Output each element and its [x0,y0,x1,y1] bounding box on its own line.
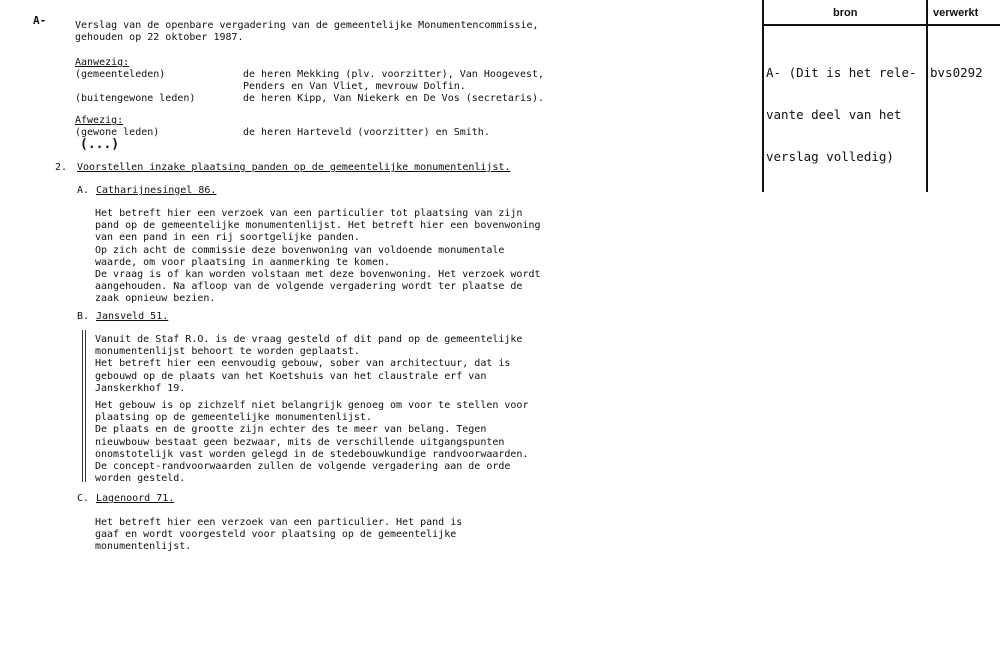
item-a-text [95,208,541,306]
afwezig-heading: Afwezig: [75,115,124,126]
item-a-line: van een pand in een rij soortgelijke panden. [95,232,360,244]
item-b-line: monumentenlijst behoort te worden geplaatst. [95,346,360,358]
item-a-line: pand op de gemeentelijke monumentenlijst. Het betreft hier een bovenwoning [95,220,541,232]
aanwezig-value-1: de heren Mekking (plv. voorzitter), Van Hoogevest, [243,69,545,80]
source-note [766,38,917,178]
item-a-line: zaak opnieuw bezien. [95,293,216,305]
item-a-line: waarde, om voor plaatsing in aanmerking te komen. [95,256,391,268]
item-a-letter: A. [77,185,90,196]
sidebar-left-rule [762,0,764,192]
margin-double-line-left [82,330,83,482]
aanwezig-label-3: (buitengewone leden) [75,93,196,104]
sidebar-header-rule [762,24,1000,26]
item-b-text-2 [95,400,528,485]
intro-line-2: gehouden op 22 oktober 1987. [75,32,244,43]
item-a-line: De vraag is of kan worden volstaan met deze bovenwoning. Het verzoek wordt [95,269,541,281]
item-b-line: Het betreft hier een eenvoudig gebouw, sober van architectuur, dat is [95,358,511,370]
section-title: Voorstellen inzake plaatsing panden op de gemeentelijke monumentenlijst. [77,162,511,173]
item-b-line: Janskerkhof 19. [95,382,186,394]
item-c-text [95,517,462,554]
afwezig-label-1: (gewone leden) [75,127,160,138]
afwezig-value-1: de heren Harteveld (voorzitter) en Smith. [243,127,490,138]
column-header-verwerkt: verwerkt [933,7,979,19]
item-b-text-1 [95,334,522,395]
source-note-line: A- (Dit is het rele- [766,65,917,80]
source-note-line: verslag volledig) [766,149,894,164]
item-b-line: Vanuit de Staf R.O. is de vraag gesteld of dit pand op de gemeentelijke [95,334,523,345]
intro-line-1: Verslag van de openbare vergadering van de gemeentelijke Monumentencommissie, [75,20,539,31]
processed-code: bvs0292 [930,65,983,80]
item-b-line: Het gebouw is op zichzelf niet belangrijk genoeg om voor te stellen voor [95,400,529,411]
section-number: 2. [55,162,68,173]
item-b-title: Jansveld 51. [96,311,169,322]
item-a-line: Op zich acht de commissie deze bovenwoning van voldoende monumentale [95,244,505,256]
aanwezig-value-2: Penders en Van Vliet, mevrouw Dolfin. [243,81,466,92]
item-a-line: aangehouden. Na afloop van de volgende vergadering wordt ter plaatse de [95,281,523,293]
sidebar-middle-rule [926,0,928,192]
item-b-line: nieuwbouw bestaat geen bezwaar, mits de verschillende uitgangspunten [95,436,505,448]
aanwezig-heading: Aanwezig: [75,57,130,68]
column-header-bron: bron [833,7,858,19]
item-c-line: gaaf en wordt voorgesteld voor plaatsing op de gemeentelijke [95,529,457,541]
source-note-line: vante deel van het [766,107,902,122]
item-c-line: monumentenlijst. [95,541,192,553]
item-c-letter: C. [77,493,90,504]
margin-label: A- [33,14,47,27]
aanwezig-label-1: (gemeenteleden) [75,69,166,80]
aanwezig-value-3: de heren Kipp, Van Niekerk en De Vos (secretaris). [243,93,545,104]
item-b-line: De concept-randvoorwaarden zullen de volgende vergadering aan de orde [95,461,511,473]
item-b-line: worden gesteld. [95,473,186,485]
item-c-line: Het betreft hier een verzoek van een particulier. Het pand is [95,517,463,528]
item-b-line: gebouwd op de plaats van het Koetshuis van het claustrale erf van [95,370,487,382]
margin-double-line-right [85,330,86,482]
afwezig-ellipsis: (...) [80,137,120,152]
item-a-line: Het betreft hier een verzoek van een particulier tot plaatsing van zijn [95,208,523,219]
item-a-title: Catharijnesingel 86. [96,185,217,196]
item-b-line: plaatsing op de gemeentelijke monumentenlijst. [95,412,372,424]
item-b-letter: B. [77,311,90,322]
item-c-title: Lagenoord 71. [96,493,175,504]
item-b-line: onomstotelijk vast worden gelegd in de stedebouwkundige randvoorwaarden. [95,448,529,460]
item-b-line: De plaats en de grootte zijn echter des te meer van belang. Tegen [95,424,487,436]
